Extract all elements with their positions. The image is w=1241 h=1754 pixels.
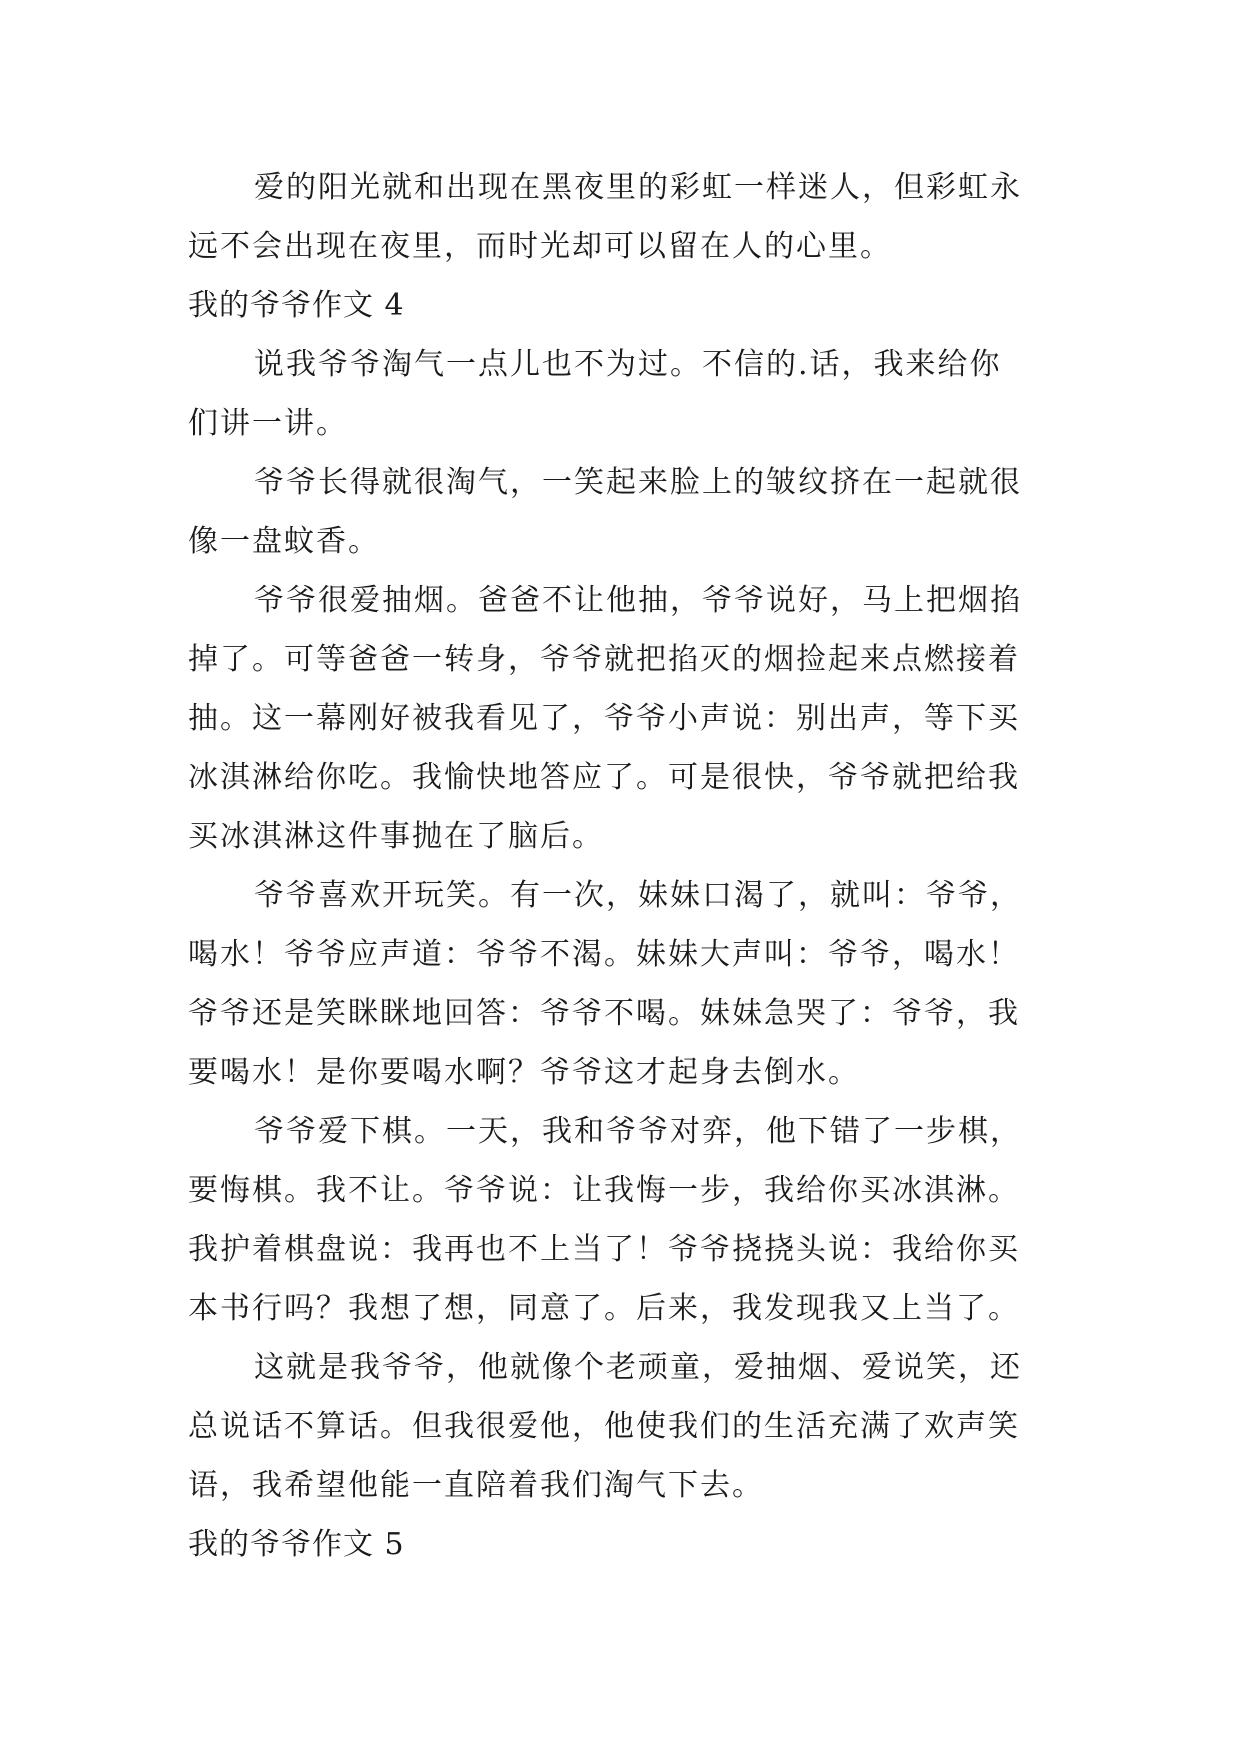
paragraph-line: 爷爷长得就很淘气，一笑起来脸上的皱纹挤在一起就很 bbox=[254, 465, 1022, 500]
paragraph-line: 冰淇淋给你吃。我愉快地答应了。可是很快，爷爷就把给我 bbox=[188, 760, 1020, 795]
paragraph-line: 抽。这一幕刚好被我看见了，爷爷小声说：别出声，等下买 bbox=[188, 701, 1020, 736]
paragraph-line: 买冰淇淋这件事抛在了脑后。 bbox=[188, 819, 604, 854]
paragraph-line: 们讲一讲。 bbox=[188, 406, 348, 441]
paragraph-line: 要喝水！是你要喝水啊？爷爷这才起身去倒水。 bbox=[188, 1055, 860, 1090]
paragraph-line: 总说话不算话。但我很爱他，他使我们的生活充满了欢声笑 bbox=[188, 1409, 1020, 1444]
paragraph-line: 本书行吗？我想了想，同意了。后来，我发现我又上当了。 bbox=[188, 1291, 1020, 1326]
paragraph-line: 语，我希望他能一直陪着我们淘气下去。 bbox=[188, 1468, 764, 1503]
paragraph-line: 我护着棋盘说：我再也不上当了！爷爷挠挠头说：我给你买 bbox=[188, 1232, 1020, 1267]
paragraph-line: 说我爷爷淘气一点儿也不为过。不信的.话，我来给你 bbox=[254, 347, 1002, 382]
paragraph-line: 像一盘蚊香。 bbox=[188, 524, 380, 559]
paragraph-line: 爷爷很爱抽烟。爸爸不让他抽，爷爷说好，马上把烟掐 bbox=[254, 583, 1022, 618]
paragraph-line: 爷爷喜欢开玩笑。有一次，妹妹口渴了，就叫：爷爷， bbox=[254, 878, 1022, 913]
paragraph-line: 喝水！爷爷应声道：爷爷不渴。妹妹大声叫：爷爷，喝水！ bbox=[188, 937, 1020, 972]
paragraph-line: 爷爷还是笑眯眯地回答：爷爷不喝。妹妹急哭了：爷爷，我 bbox=[188, 996, 1020, 1031]
essay-heading: 我的爷爷作文 4 bbox=[188, 288, 405, 323]
paragraph-line: 爱的阳光就和出现在黑夜里的彩虹一样迷人，但彩虹永 bbox=[254, 170, 1022, 205]
document-body bbox=[188, 158, 1058, 1574]
essay-heading: 我的爷爷作文 5 bbox=[188, 1527, 405, 1562]
paragraph-line: 远不会出现在夜里，而时光却可以留在人的心里。 bbox=[188, 229, 892, 264]
paragraph-line: 爷爷爱下棋。一天，我和爷爷对弈，他下错了一步棋， bbox=[254, 1114, 1022, 1149]
paragraph-line: 要悔棋。我不让。爷爷说：让我悔一步，我给你买冰淇淋。 bbox=[188, 1173, 1020, 1208]
paragraph-line: 这就是我爷爷，他就像个老顽童，爱抽烟、爱说笑，还 bbox=[254, 1350, 1022, 1385]
paragraph-line: 掉了。可等爸爸一转身，爷爷就把掐灭的烟捡起来点燃接着 bbox=[188, 642, 1020, 677]
